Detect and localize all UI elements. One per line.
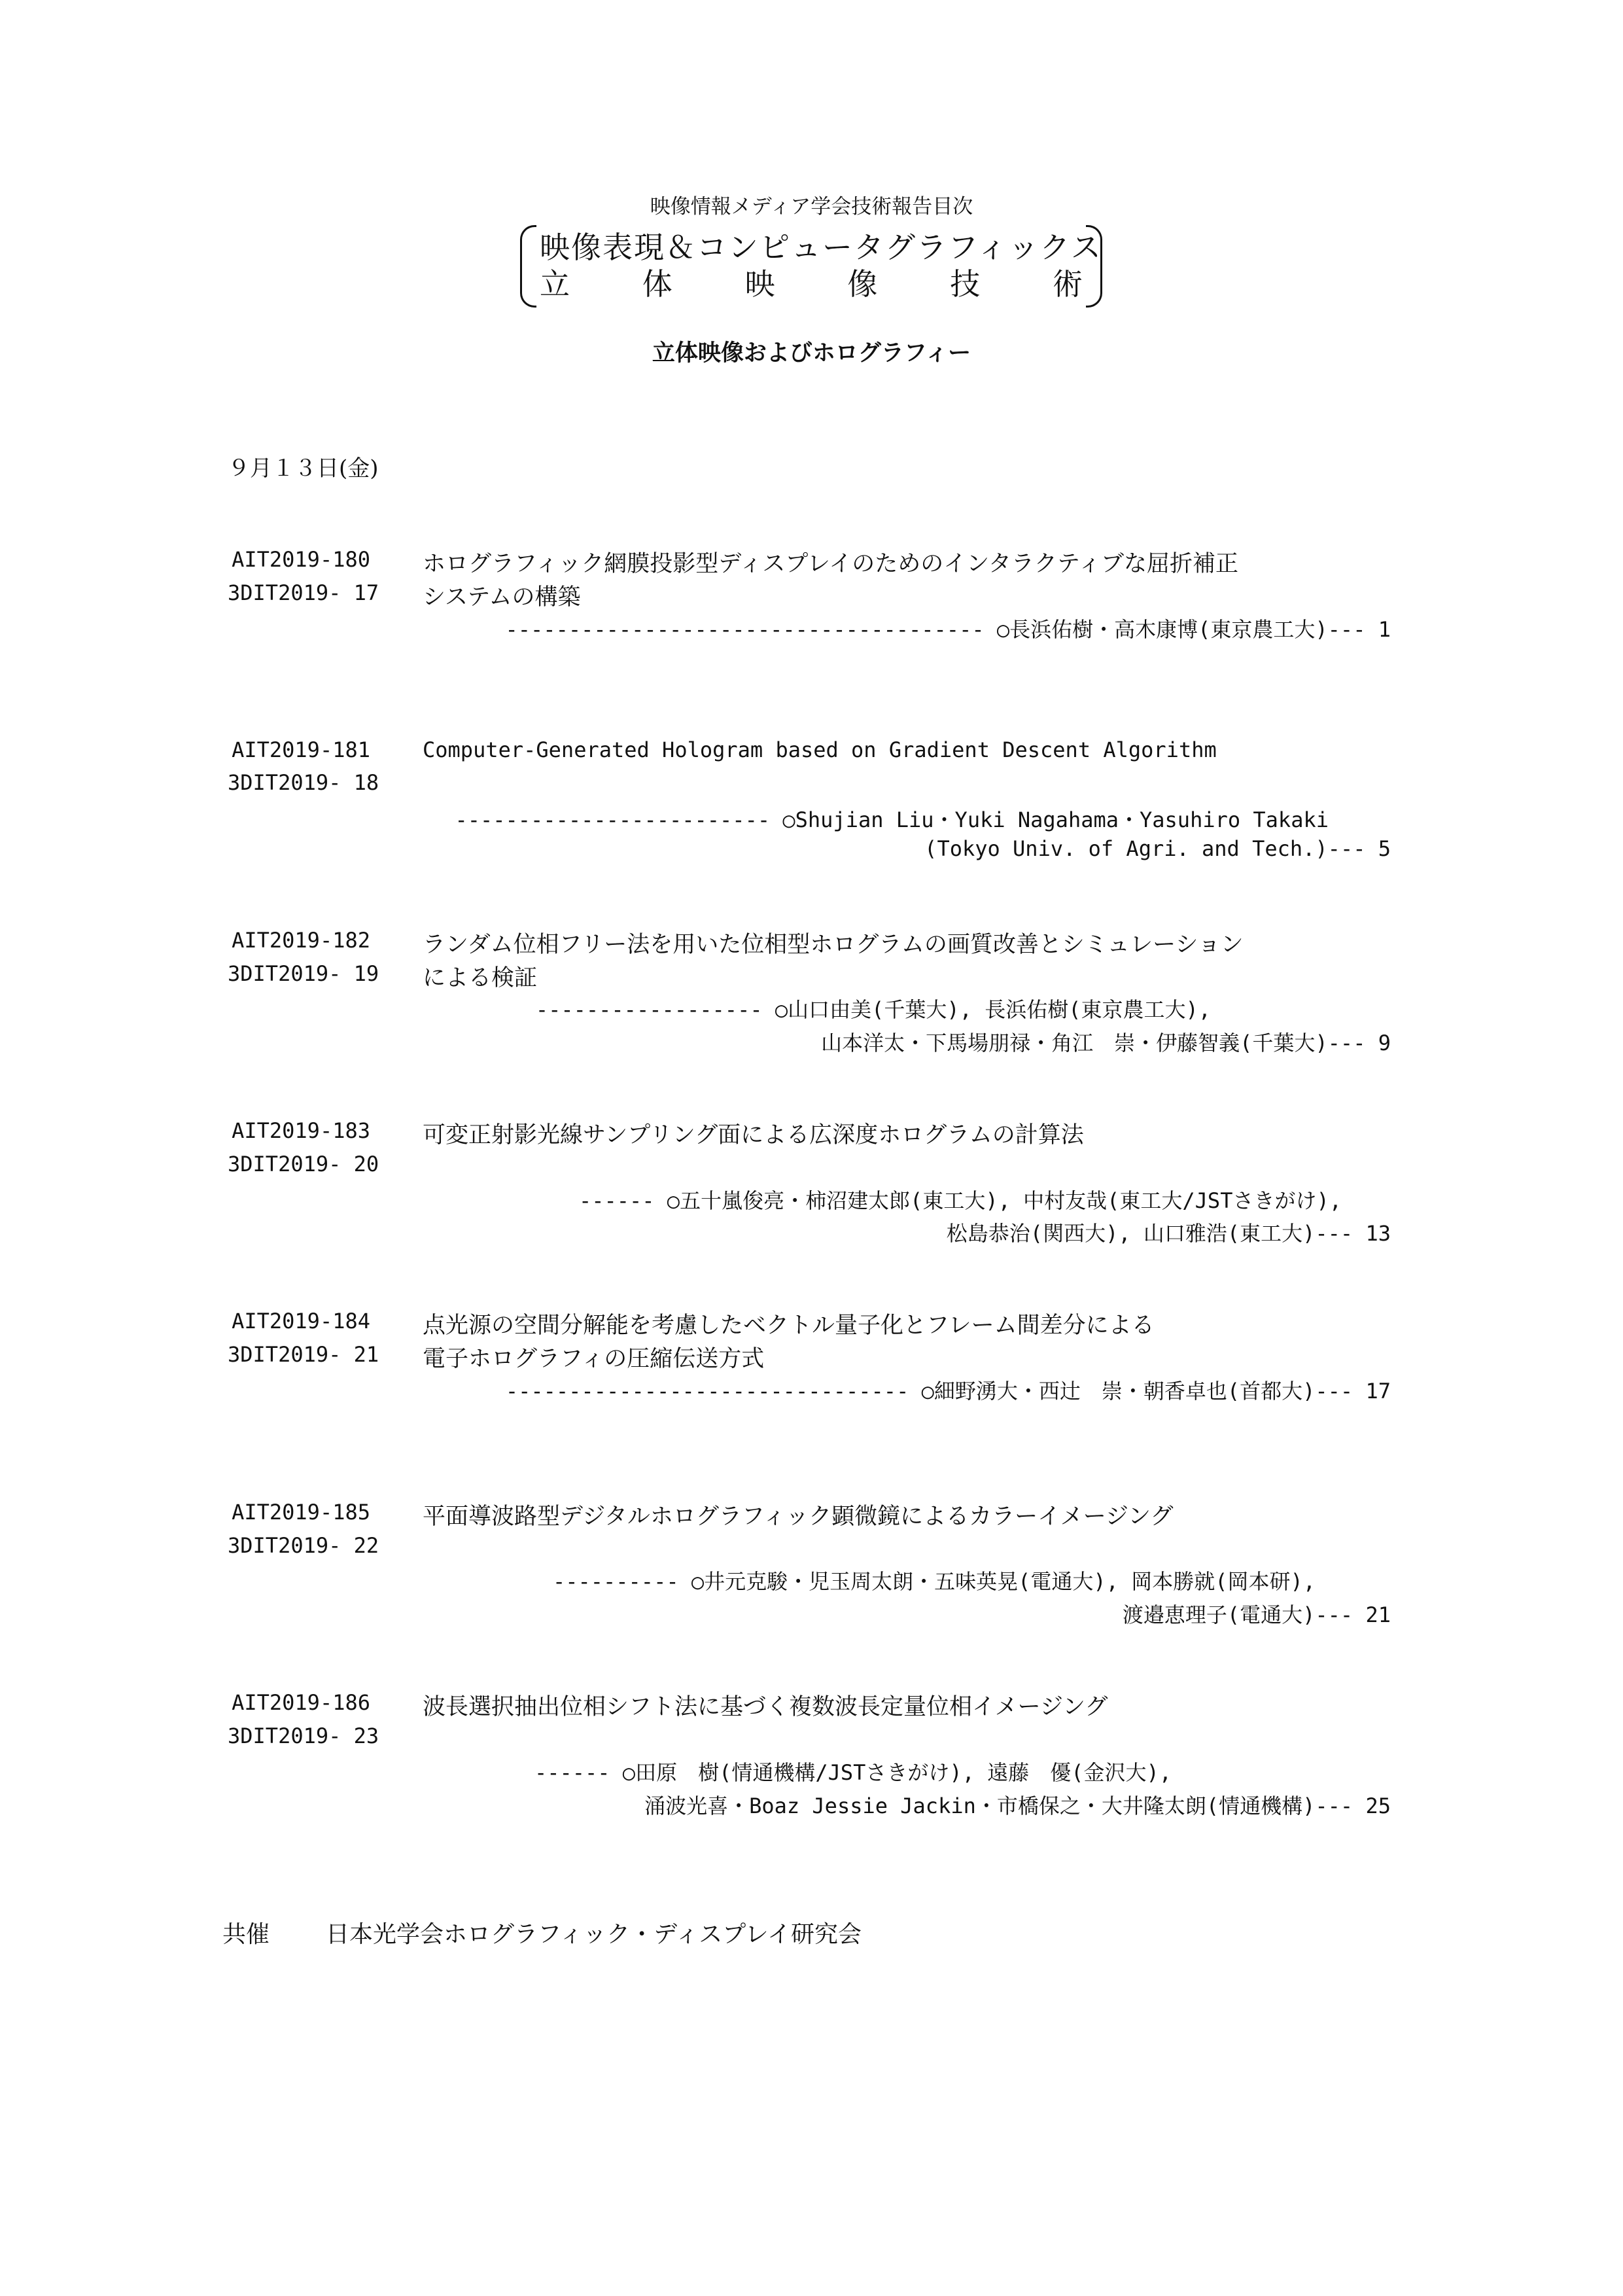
- paper-code-ait: AIT2019-181: [232, 737, 370, 762]
- paper-code-3dit: 3DIT2019- 19: [228, 961, 379, 986]
- paper-authors-line-1: -------------------------------- ○細野湧大・西辻 崇・朝香卓也(首都大)--- 17: [505, 1379, 1391, 1404]
- left-bracket: [520, 225, 536, 308]
- paper-authors-line-2: (Tokyo Univ. of Agri. and Tech.)--- 5: [924, 836, 1391, 861]
- paper-authors-line-2: 渡邉恵理子(電通大)--- 21: [1122, 1602, 1391, 1627]
- title-char: 技: [950, 266, 981, 302]
- journal-title-line-1: 映像表現＆コンピュータグラフィックス: [540, 230, 1102, 265]
- paper-code-3dit: 3DIT2019- 22: [228, 1533, 379, 1558]
- paper-code-3dit: 3DIT2019- 17: [228, 580, 379, 605]
- paper-authors-line-1: ------ ○五十嵐俊亮・柿沼建太郎(東工大), 中村友哉(東工大/JSTさきがけ),: [578, 1188, 1342, 1213]
- paper-title-line-1: 点光源の空間分解能を考慮したベクトル量子化とフレーム間差分による: [423, 1313, 1155, 1339]
- title-char: 術: [1052, 266, 1083, 302]
- paper-authors-line-1: ------ ○田原 樹(情通機構/JSTさきがけ), 遠藤 優(金沢大),: [534, 1760, 1172, 1785]
- paper-code-ait: AIT2019-184: [232, 1309, 370, 1333]
- paper-title-line-1: ホログラフィック網膜投影型ディスプレイのためのインタラクティブな屈折補正: [423, 551, 1239, 577]
- paper-title-line-1: 平面導波路型デジタルホログラフィック顕微鏡によるカラーイメージング: [423, 1504, 1174, 1530]
- title-char: 映: [744, 266, 775, 302]
- paper-title-line-1: 可変正射影光線サンプリング面による広深度ホログラムの計算法: [423, 1122, 1084, 1148]
- title-char: 立: [540, 266, 570, 302]
- paper-authors-line-1: ------------------------- ○Shujian Liu・Yuki Nagahama・Yasuhiro Takaki: [455, 807, 1329, 832]
- cosponsor-label: 共催: [222, 1921, 270, 1948]
- paper-code-3dit: 3DIT2019- 23: [228, 1723, 379, 1748]
- title-char: 体: [642, 266, 672, 302]
- report-caption: 映像情報メディア学会技術報告目次: [650, 195, 973, 219]
- paper-code-ait: AIT2019-182: [232, 928, 370, 953]
- paper-code-ait: AIT2019-185: [232, 1500, 370, 1525]
- paper-authors-line-1: -------------------------------------- ○長浜佑樹・高木康博(東京農工大)--- 1: [505, 617, 1391, 642]
- paper-title-line-1: Computer-Generated Hologram based on Gradient Descent Algorithm: [423, 737, 1217, 762]
- journal-title-block: [520, 221, 1102, 306]
- paper-title-line-2: 電子ホログラフィの圧縮伝送方式: [423, 1346, 765, 1372]
- paper-authors-line-2: 山本洋太・下馬場朋禄・角江 崇・伊藤智義(千葉大)--- 9: [821, 1031, 1391, 1055]
- paper-code-3dit: 3DIT2019- 20: [228, 1152, 379, 1176]
- paper-authors-line-1: ---------- ○井元克駿・児玉周太朗・五味英晃(電通大), 岡本勝就(岡本研),: [552, 1569, 1316, 1594]
- paper-title-line-2: システムの構築: [423, 584, 581, 610]
- title-char: 像: [847, 266, 878, 302]
- paper-title-line-2: による検証: [423, 965, 538, 991]
- paper-code-ait: AIT2019-183: [232, 1118, 370, 1143]
- paper-authors-line-2: 松島恭治(関西大), 山口雅浩(東工大)--- 13: [946, 1221, 1391, 1246]
- paper-code-ait: AIT2019-180: [232, 547, 370, 572]
- paper-authors-line-1: ------------------ ○山口由美(千葉大), 長浜佑樹(東京農工大),: [535, 997, 1211, 1022]
- cosponsor-name: 日本光学会ホログラフィック・ディスプレイ研究会: [326, 1921, 862, 1948]
- right-bracket: [1086, 225, 1102, 308]
- paper-authors-line-2: 涌波光喜・Boaz Jessie Jackin・市橋保之・大井隆太朗(情通機構)--- 25: [644, 1793, 1391, 1818]
- session-title: 立体映像およびホログラフィー: [652, 340, 971, 366]
- session-date: ９月１３日(金): [228, 455, 379, 482]
- paper-title-line-1: 波長選択抽出位相シフト法に基づく複数波長定量位相イメージング: [423, 1694, 1108, 1720]
- paper-code-3dit: 3DIT2019- 21: [228, 1342, 379, 1367]
- paper-code-3dit: 3DIT2019- 18: [228, 770, 379, 795]
- journal-title-line-2: [540, 266, 1083, 302]
- paper-code-ait: AIT2019-186: [232, 1690, 370, 1715]
- paper-title-line-1: ランダム位相フリー法を用いた位相型ホログラムの画質改善とシミュレーション: [423, 932, 1244, 958]
